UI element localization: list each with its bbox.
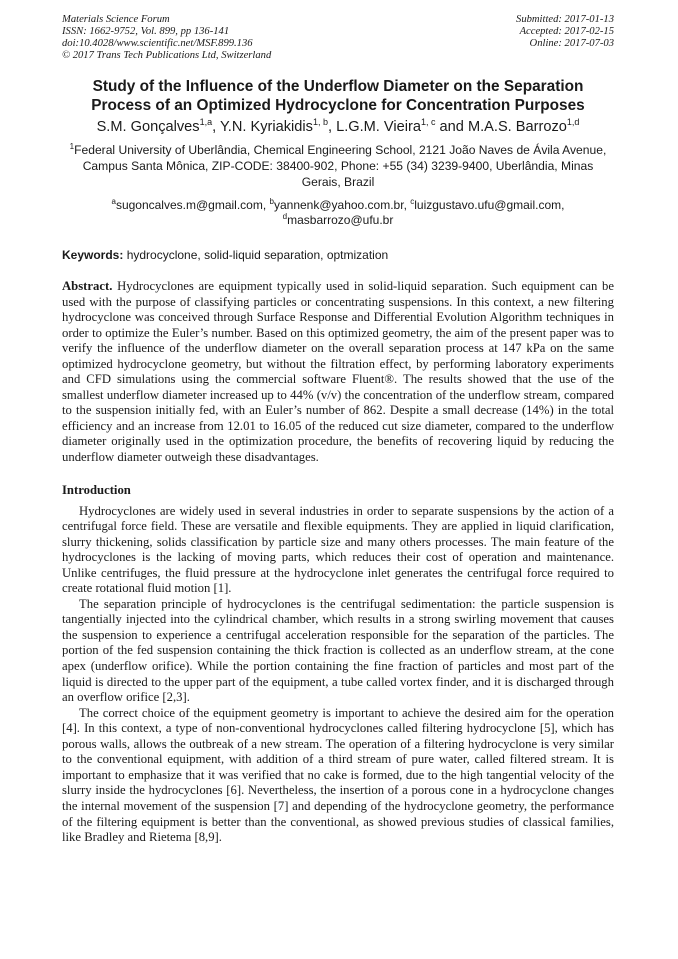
paper-title: Study of the Influence of the Underflow Diameter on the Separation Process of an Optimized Hydrocyclone for Concentration Purposes [91, 78, 585, 114]
issn: ISSN: 1662-9752, Vol. 899, pp 136-141 [62, 26, 230, 37]
author: L.G.M. Vieira$^{1, c}$ and [336, 117, 468, 135]
author-emails [62, 198, 614, 228]
paragraph: The separation principle of hydrocyclones is the centrifugal sedimentation: the particle suspension is tangentially injected into the cylindrical chamber, which results in a strong swirling movement that causes the suspension to experience a centrifugal acceleration responsible for the separation of the particles. The portion of the fed suspension containing the thick fraction is collected as an underflow stream, at the cone apex (underflow orifice). While the portion containing the fine fraction of particles and most part of the liquid is directed to the upper part of the equipment, a tube called vortex finder, and it is discharged through an overflow orifice [2,3]. [62, 596, 614, 705]
journal-name: Materials Science Forum [62, 14, 170, 25]
abstract-text: Hydrocyclones are equipment typically used in solid-liquid separation. Such equipment can be used with the purpose of classifying particles or concentrating suspensions. In this context, a new filtering hydrocyclone was conceived through Surface Response and Differential Evolution Algorithm techniques in order to optimize the Euler’s number. Based on this optimized geometry, the aim of the present paper was to verify the influence of the underflow diameter on the overall separation process at 147 kPa on the same optimized hydrocyclone geometry, but without the filtration effect, by performing laboratory experiments and CFD simulations using the commercial software Fluent®. The results showed that the use of the smallest underflow diameter increased up to 44% (v/v) the concentration of the underflow stream, compared to the suspension initially fed, with an Euler’s number of 862. Despite a small decrease (14%) in the total efficiency and an increase from 12.01 to 16.05 of the reduced cut size diameter, compared to the underflow diameter originally used in the optimization procedure, the benefits of recovering liquid by reducing the underflow diameter outweigh these disadvantages. [62, 279, 615, 465]
online-date: Online: 2017-07-03 [529, 38, 614, 49]
paragraph: The correct choice of the equipment geometry is important to achieve the desired aim for the operation [4]. In this context, a type of non-conventional hydrocyclones called filtering hydrocyclone [5], which has porous walls, allows the outbreak of a new stream. The operation of a filtering hydrocyclone is very similar to the conventional equipment, with addition of a third stream of pure water, called filtered stream. It is important to emphasize that it was verified that no cake is formed, due to the high tangential velocity of the slurry inside the hydrocyclones [6]. Nevertheless, the insertion of a porous cone in a hydrocyclone changes the internal movement of the suspension [7] and depending of the hydrocyclone geometry, the performance of the filtering equipment is better than the conventional, as showed previous studies of classical families, like Bradley and Rietema [8,9]. [62, 705, 614, 845]
publication-info [62, 14, 271, 62]
author-list [62, 118, 614, 136]
accepted-date: Accepted: 2017-02-15 [519, 26, 614, 37]
email: $^b$yannenk@yahoo.com.br, [269, 197, 411, 212]
keywords-text: hydrocyclone, solid-liquid separation, optmization [126, 248, 389, 262]
submitted-date: Submitted: 2017-01-13 [516, 14, 614, 25]
abstract [62, 279, 614, 466]
copyright: © 2017 Trans Tech Publications Ltd, Switzerland [62, 50, 272, 61]
section-heading: Introduction [62, 482, 131, 497]
paper-page [62, 14, 614, 846]
abstract-label: Abstract. [62, 279, 113, 293]
doi: doi:10.4028/www.scientific.net/MSF.899.136 [62, 38, 253, 49]
publication-dates [516, 14, 614, 62]
affiliation: $^1$Federal University of Uberlândia, Chemical Engineering School, 2121 João Naves de Ávila Avenue, Campus Santa Mônica, ZIP-CODE: 38400-902, Phone: +55 (34) 3239-9400, Uberlândia, Minas Gerais, Brazil [69, 141, 607, 189]
running-header [62, 14, 614, 62]
author: M.A.S. Barrozo$^{1,d}$ [467, 117, 580, 135]
paragraph: Hydrocyclones are widely used in several industries in order to separate suspensions by the action of a centrifugal force field. These are versatile and flexible equipments. They are applied in liquid clarification, slurry thickening, solids classification by particle size and many others processes. The main feature of the hydrocyclones is the lacking of moving parts, which reduces their cost of operation and maintenance. Unlike centrifuges, the fluid pressure at the hydrocyclone inlet generates the centrifugal force required to create rotational fluid motion [1]. [62, 503, 614, 596]
keywords-label: Keywords: [62, 248, 124, 262]
email: $^a$sugoncalves.m@gmail.com, [111, 197, 270, 212]
keywords [62, 248, 614, 263]
introduction-body [62, 504, 614, 846]
email: $^d$masbarrozo@ufu.br [282, 212, 394, 227]
author: S.M. Gonçalves$^{1,a}$, [96, 117, 220, 135]
email: $^c$luizgustavo.ufu@gmail.com, [410, 197, 565, 212]
author: Y.N. Kyriakidis$^{1, b}$, [219, 117, 337, 135]
